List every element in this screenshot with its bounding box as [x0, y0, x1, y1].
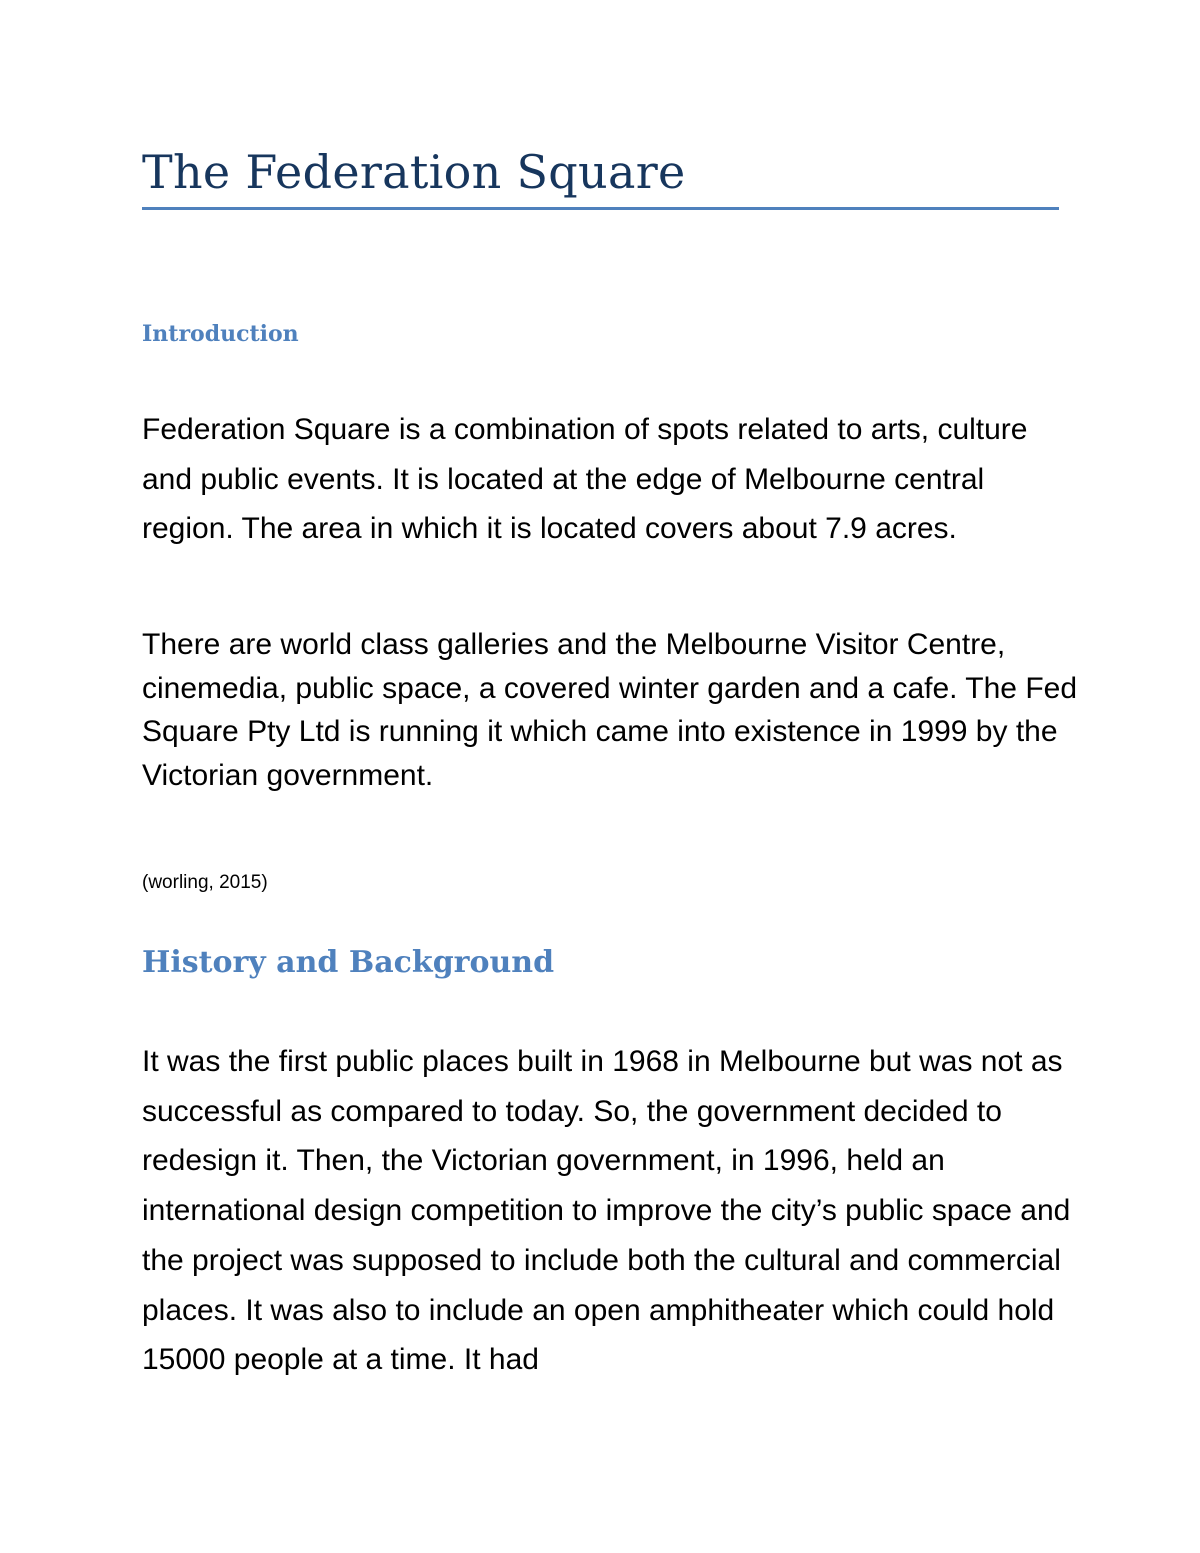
history-paragraph-1: It was the first public places built in 1968 in Melbourne but was not as successful as compared to today. So, the government decided to redesign it. Then, the Victorian government, in 1996, held an international design competition to improve the city’s public space and the project was supposed to include both the cultural and commercial places. It was also to include an open amphitheater which could hold 15000 people at a time. It had — [142, 1045, 1071, 1377]
title-underline-divider — [142, 207, 1059, 210]
document-title: The Federation Square — [142, 145, 686, 199]
introduction-citation: (worling, 2015) — [142, 872, 268, 893]
history-heading: History and Background — [142, 945, 555, 980]
introduction-heading: Introduction — [142, 321, 299, 347]
introduction-paragraph-1: Federation Square is a combination of spots related to arts, culture and public events. It is located at the edge of Melbourne central region. The area in which it is located covers about 7.9 acres. — [142, 413, 1028, 545]
introduction-paragraph-2: There are world class galleries and the Melbourne Visitor Centre, cinemedia, public space, a covered winter garden and a cafe. The Fed Square Pty Ltd is running it which came into existence in 1999 by the Victorian government. — [142, 628, 1078, 792]
